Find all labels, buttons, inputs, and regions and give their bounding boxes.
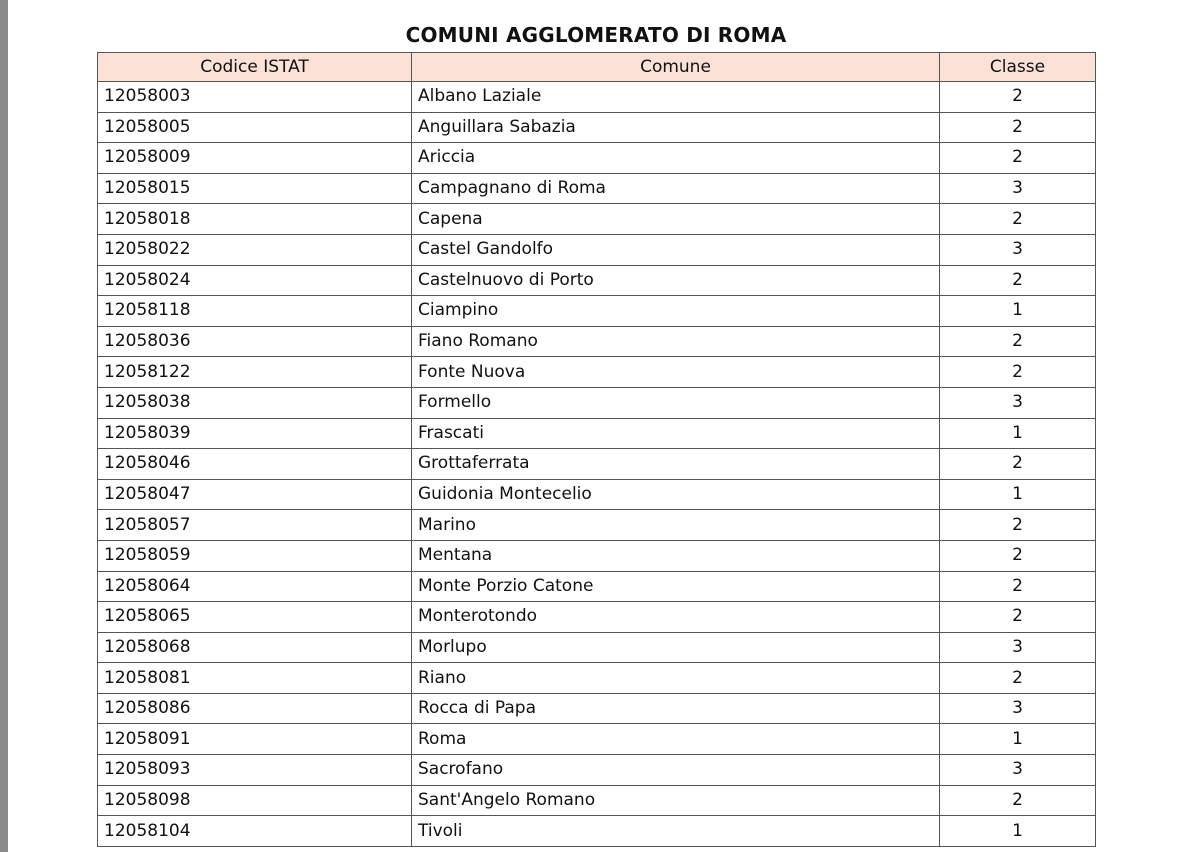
cell-codice-istat: 12058059 bbox=[98, 540, 412, 571]
cell-codice-istat: 12058068 bbox=[98, 632, 412, 663]
cell-classe: 3 bbox=[940, 173, 1096, 204]
cell-codice-istat: 12058018 bbox=[98, 204, 412, 235]
document-page bbox=[8, 0, 1180, 852]
table-title: COMUNI AGGLOMERATO DI ROMA bbox=[405, 23, 787, 47]
cell-codice-istat: 12058024 bbox=[98, 265, 412, 296]
cell-comune: Formello bbox=[412, 387, 940, 418]
table-header-row bbox=[98, 53, 1096, 82]
table-row bbox=[98, 449, 1096, 480]
table-row bbox=[98, 510, 1096, 541]
cell-comune: Monterotondo bbox=[412, 602, 940, 633]
cell-codice-istat: 12058046 bbox=[98, 449, 412, 480]
cell-codice-istat: 12058081 bbox=[98, 663, 412, 694]
cell-classe: 1 bbox=[940, 296, 1096, 327]
table-row bbox=[98, 296, 1096, 327]
cell-classe: 1 bbox=[940, 724, 1096, 755]
cell-classe: 2 bbox=[940, 204, 1096, 235]
cell-codice-istat: 12058039 bbox=[98, 418, 412, 449]
cell-comune: Mentana bbox=[412, 540, 940, 571]
cell-codice-istat: 12058057 bbox=[98, 510, 412, 541]
cell-comune: Castel Gandolfo bbox=[412, 234, 940, 265]
cell-comune: Campagnano di Roma bbox=[412, 173, 940, 204]
cell-comune: Monte Porzio Catone bbox=[412, 571, 940, 602]
table-row bbox=[98, 357, 1096, 388]
column-header-classe: Classe bbox=[940, 53, 1096, 82]
column-header-comune: Comune bbox=[412, 53, 940, 82]
cell-classe: 3 bbox=[940, 632, 1096, 663]
cell-codice-istat: 12058015 bbox=[98, 173, 412, 204]
cell-comune: Tivoli bbox=[412, 816, 940, 847]
cell-classe: 2 bbox=[940, 785, 1096, 816]
cell-comune: Fonte Nuova bbox=[412, 357, 940, 388]
table-row bbox=[98, 540, 1096, 571]
cell-codice-istat: 12058065 bbox=[98, 602, 412, 633]
cell-comune: Castelnuovo di Porto bbox=[412, 265, 940, 296]
cell-classe: 2 bbox=[940, 143, 1096, 174]
cell-classe: 2 bbox=[940, 602, 1096, 633]
cell-classe: 2 bbox=[940, 265, 1096, 296]
cell-classe: 2 bbox=[940, 326, 1096, 357]
cell-comune: Morlupo bbox=[412, 632, 940, 663]
cell-comune: Fiano Romano bbox=[412, 326, 940, 357]
table-row bbox=[98, 387, 1096, 418]
column-header-codice: Codice ISTAT bbox=[98, 53, 412, 82]
table-row bbox=[98, 663, 1096, 694]
cell-comune: Guidonia Montecelio bbox=[412, 479, 940, 510]
cell-classe: 2 bbox=[940, 540, 1096, 571]
cell-comune: Anguillara Sabazia bbox=[412, 112, 940, 143]
table-row bbox=[98, 479, 1096, 510]
cell-codice-istat: 12058022 bbox=[98, 234, 412, 265]
cell-classe: 1 bbox=[940, 418, 1096, 449]
cell-codice-istat: 12058003 bbox=[98, 82, 412, 113]
cell-comune: Frascati bbox=[412, 418, 940, 449]
table-row bbox=[98, 234, 1096, 265]
cell-comune: Roma bbox=[412, 724, 940, 755]
comuni-table bbox=[97, 52, 1096, 847]
cell-comune: Ciampino bbox=[412, 296, 940, 327]
cell-classe: 2 bbox=[940, 663, 1096, 694]
table-row bbox=[98, 143, 1096, 174]
cell-comune: Grottaferrata bbox=[412, 449, 940, 480]
cell-comune: Marino bbox=[412, 510, 940, 541]
cell-comune: Sacrofano bbox=[412, 755, 940, 786]
cell-codice-istat: 12058104 bbox=[98, 816, 412, 847]
table-row bbox=[98, 173, 1096, 204]
cell-classe: 1 bbox=[940, 816, 1096, 847]
table-row bbox=[98, 265, 1096, 296]
viewer-left-edge bbox=[0, 0, 8, 852]
cell-comune: Ariccia bbox=[412, 143, 940, 174]
cell-codice-istat: 12058064 bbox=[98, 571, 412, 602]
cell-comune: Sant'Angelo Romano bbox=[412, 785, 940, 816]
table-row bbox=[98, 785, 1096, 816]
cell-classe: 2 bbox=[940, 357, 1096, 388]
cell-classe: 1 bbox=[940, 479, 1096, 510]
cell-codice-istat: 12058122 bbox=[98, 357, 412, 388]
cell-codice-istat: 12058086 bbox=[98, 693, 412, 724]
cell-codice-istat: 12058036 bbox=[98, 326, 412, 357]
table-row bbox=[98, 632, 1096, 663]
table-row bbox=[98, 204, 1096, 235]
cell-codice-istat: 12058098 bbox=[98, 785, 412, 816]
table-row bbox=[98, 326, 1096, 357]
cell-codice-istat: 12058091 bbox=[98, 724, 412, 755]
cell-comune: Riano bbox=[412, 663, 940, 694]
cell-classe: 2 bbox=[940, 571, 1096, 602]
cell-codice-istat: 12058118 bbox=[98, 296, 412, 327]
cell-comune: Rocca di Papa bbox=[412, 693, 940, 724]
cell-codice-istat: 12058047 bbox=[98, 479, 412, 510]
cell-classe: 2 bbox=[940, 449, 1096, 480]
table-row bbox=[98, 602, 1096, 633]
cell-classe: 2 bbox=[940, 112, 1096, 143]
cell-codice-istat: 12058093 bbox=[98, 755, 412, 786]
table-row bbox=[98, 112, 1096, 143]
table-row bbox=[98, 82, 1096, 113]
table-row bbox=[98, 755, 1096, 786]
cell-comune: Albano Laziale bbox=[412, 82, 940, 113]
cell-classe: 3 bbox=[940, 755, 1096, 786]
table-row bbox=[98, 418, 1096, 449]
table-row bbox=[98, 724, 1096, 755]
cell-classe: 2 bbox=[940, 82, 1096, 113]
cell-classe: 3 bbox=[940, 693, 1096, 724]
table-row bbox=[98, 816, 1096, 847]
table-row bbox=[98, 571, 1096, 602]
cell-codice-istat: 12058009 bbox=[98, 143, 412, 174]
cell-codice-istat: 12058038 bbox=[98, 387, 412, 418]
cell-classe: 3 bbox=[940, 234, 1096, 265]
cell-comune: Capena bbox=[412, 204, 940, 235]
cell-classe: 2 bbox=[940, 510, 1096, 541]
cell-classe: 3 bbox=[940, 387, 1096, 418]
table-row bbox=[98, 693, 1096, 724]
table-body bbox=[98, 82, 1096, 847]
cell-codice-istat: 12058005 bbox=[98, 112, 412, 143]
